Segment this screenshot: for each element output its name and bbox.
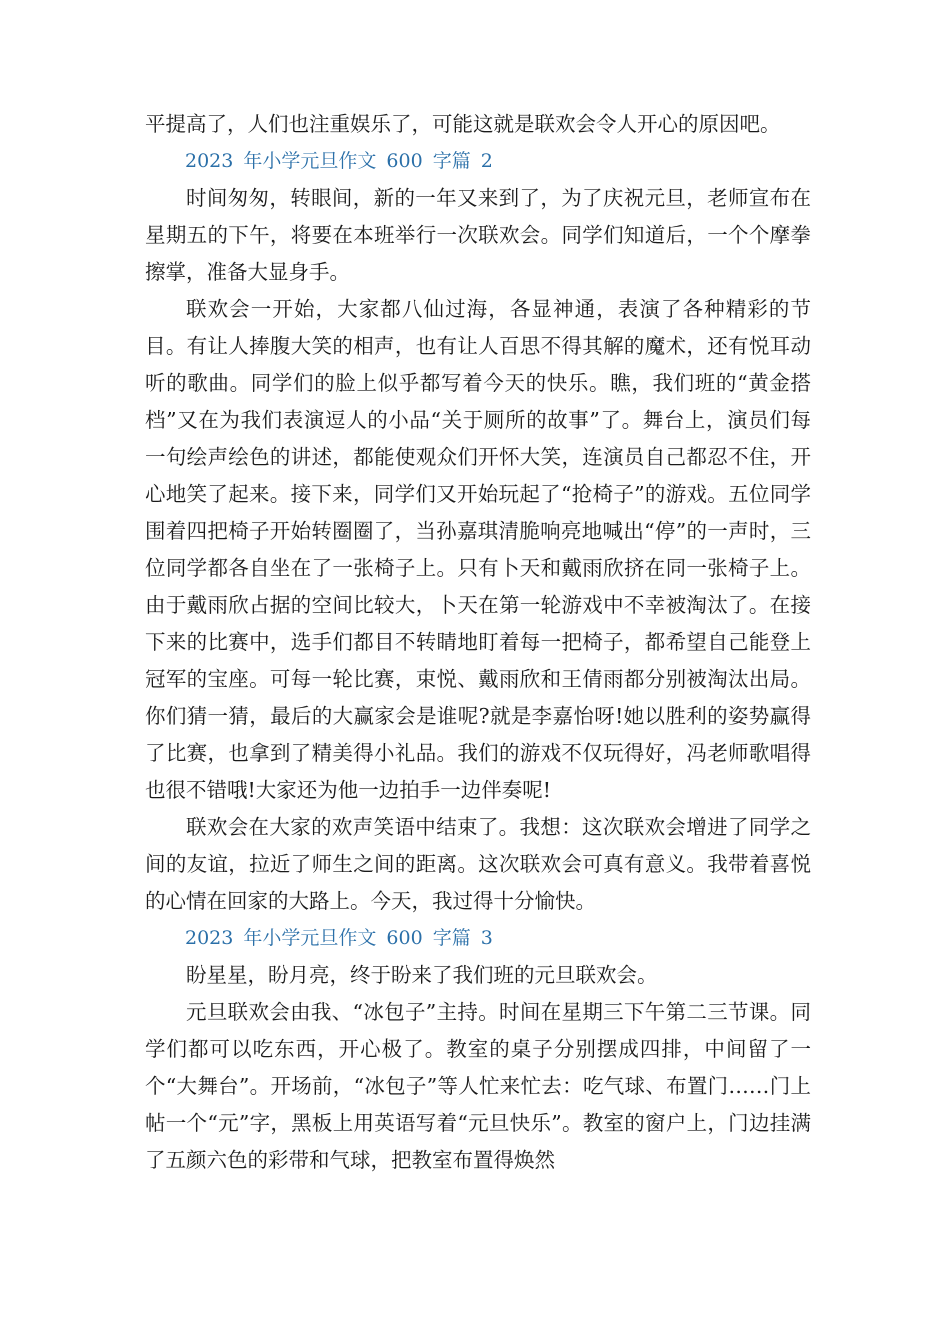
document-body	[145, 106, 811, 1179]
paragraph: 盼星星，盼月亮，终于盼来了我们班的元旦联欢会。	[186, 963, 658, 987]
paragraph: 时间匆匆，转眼间，新的一年又来到了，为了庆祝元旦，老师宣布在星期五的下午，将要在本班举行一次联欢会。同学们知道后，一个个摩拳擦掌，准备大显身手。	[145, 186, 811, 284]
paragraph-continuation: 平提高了，人们也注重娱乐了，可能这就是联欢会令人开心的原因吧。	[145, 112, 781, 136]
section-heading-2: 2023 年小学元旦作文 600 字篇 2	[185, 150, 493, 172]
paragraph: 联欢会一开始，大家都八仙过海，各显神通，表演了各种精彩的节目。有让人捧腹大笑的相声，也有让人百思不得其解的魔术，还有悦耳动听的歌曲。同学们的脸上似乎都写着今天的快乐。瞧，我们班的“黄金搭档”又在为我们表演逗人的小品“关于厕所的故事”了。舞台上，演员们每一句绘声绘色的讲述，都能使观众们开怀大笑，连演员自己都忍不住，开心地笑了起来。接下来，同学们又开始玩起了“抢椅子”的游戏。五位同学围着四把椅子开始转圈圈了，当孙嘉琪清脆响亮地喊出“停”的一声时，三位同学都各自坐在了一张椅子上。只有卜天和戴雨欣挤在同一张椅子上。由于戴雨欣占据的空间比较大，卜天在第一轮游戏中不幸被淘汰了。在接下来的比赛中，选手们都目不转睛地盯着每一把椅子，都希望自己能登上冠军的宝座。可每一轮比赛，束悦、戴雨欣和王倩雨都分别被淘汰出局。你们猜一猜，最后的大赢家会是谁呢?就是李嘉怡呀!她以胜利的姿势赢得了比赛，也拿到了精美得小礼品。我们的游戏不仅玩得好，冯老师歌唱得也很不错哦!大家还为他一边拍手一边伴奏呢!	[145, 297, 811, 802]
section-heading-3: 2023 年小学元旦作文 600 字篇 3	[185, 927, 493, 949]
paragraph: 联欢会在大家的欢声笑语中结束了。我想：这次联欢会增进了同学之间的友谊，拉近了师生之间的距离。这次联欢会可真有意义。我带着喜悦的心情在回家的大路上。今天，我过得十分愉快。	[145, 815, 811, 913]
paragraph: 元旦联欢会由我、“冰包子”主持。时间在星期三下午第二三节课。同学们都可以吃东西，开心极了。教室的桌子分别摆成四排，中间留了一个“大舞台”。开场前，“冰包子”等人忙来忙去：吃气球、布置门……门上帖一个“元”字，黑板上用英语写着“元旦快乐”。教室的窗户上，门边挂满了五颜六色的彩带和气球，把教室布置得焕然	[145, 1000, 811, 1172]
